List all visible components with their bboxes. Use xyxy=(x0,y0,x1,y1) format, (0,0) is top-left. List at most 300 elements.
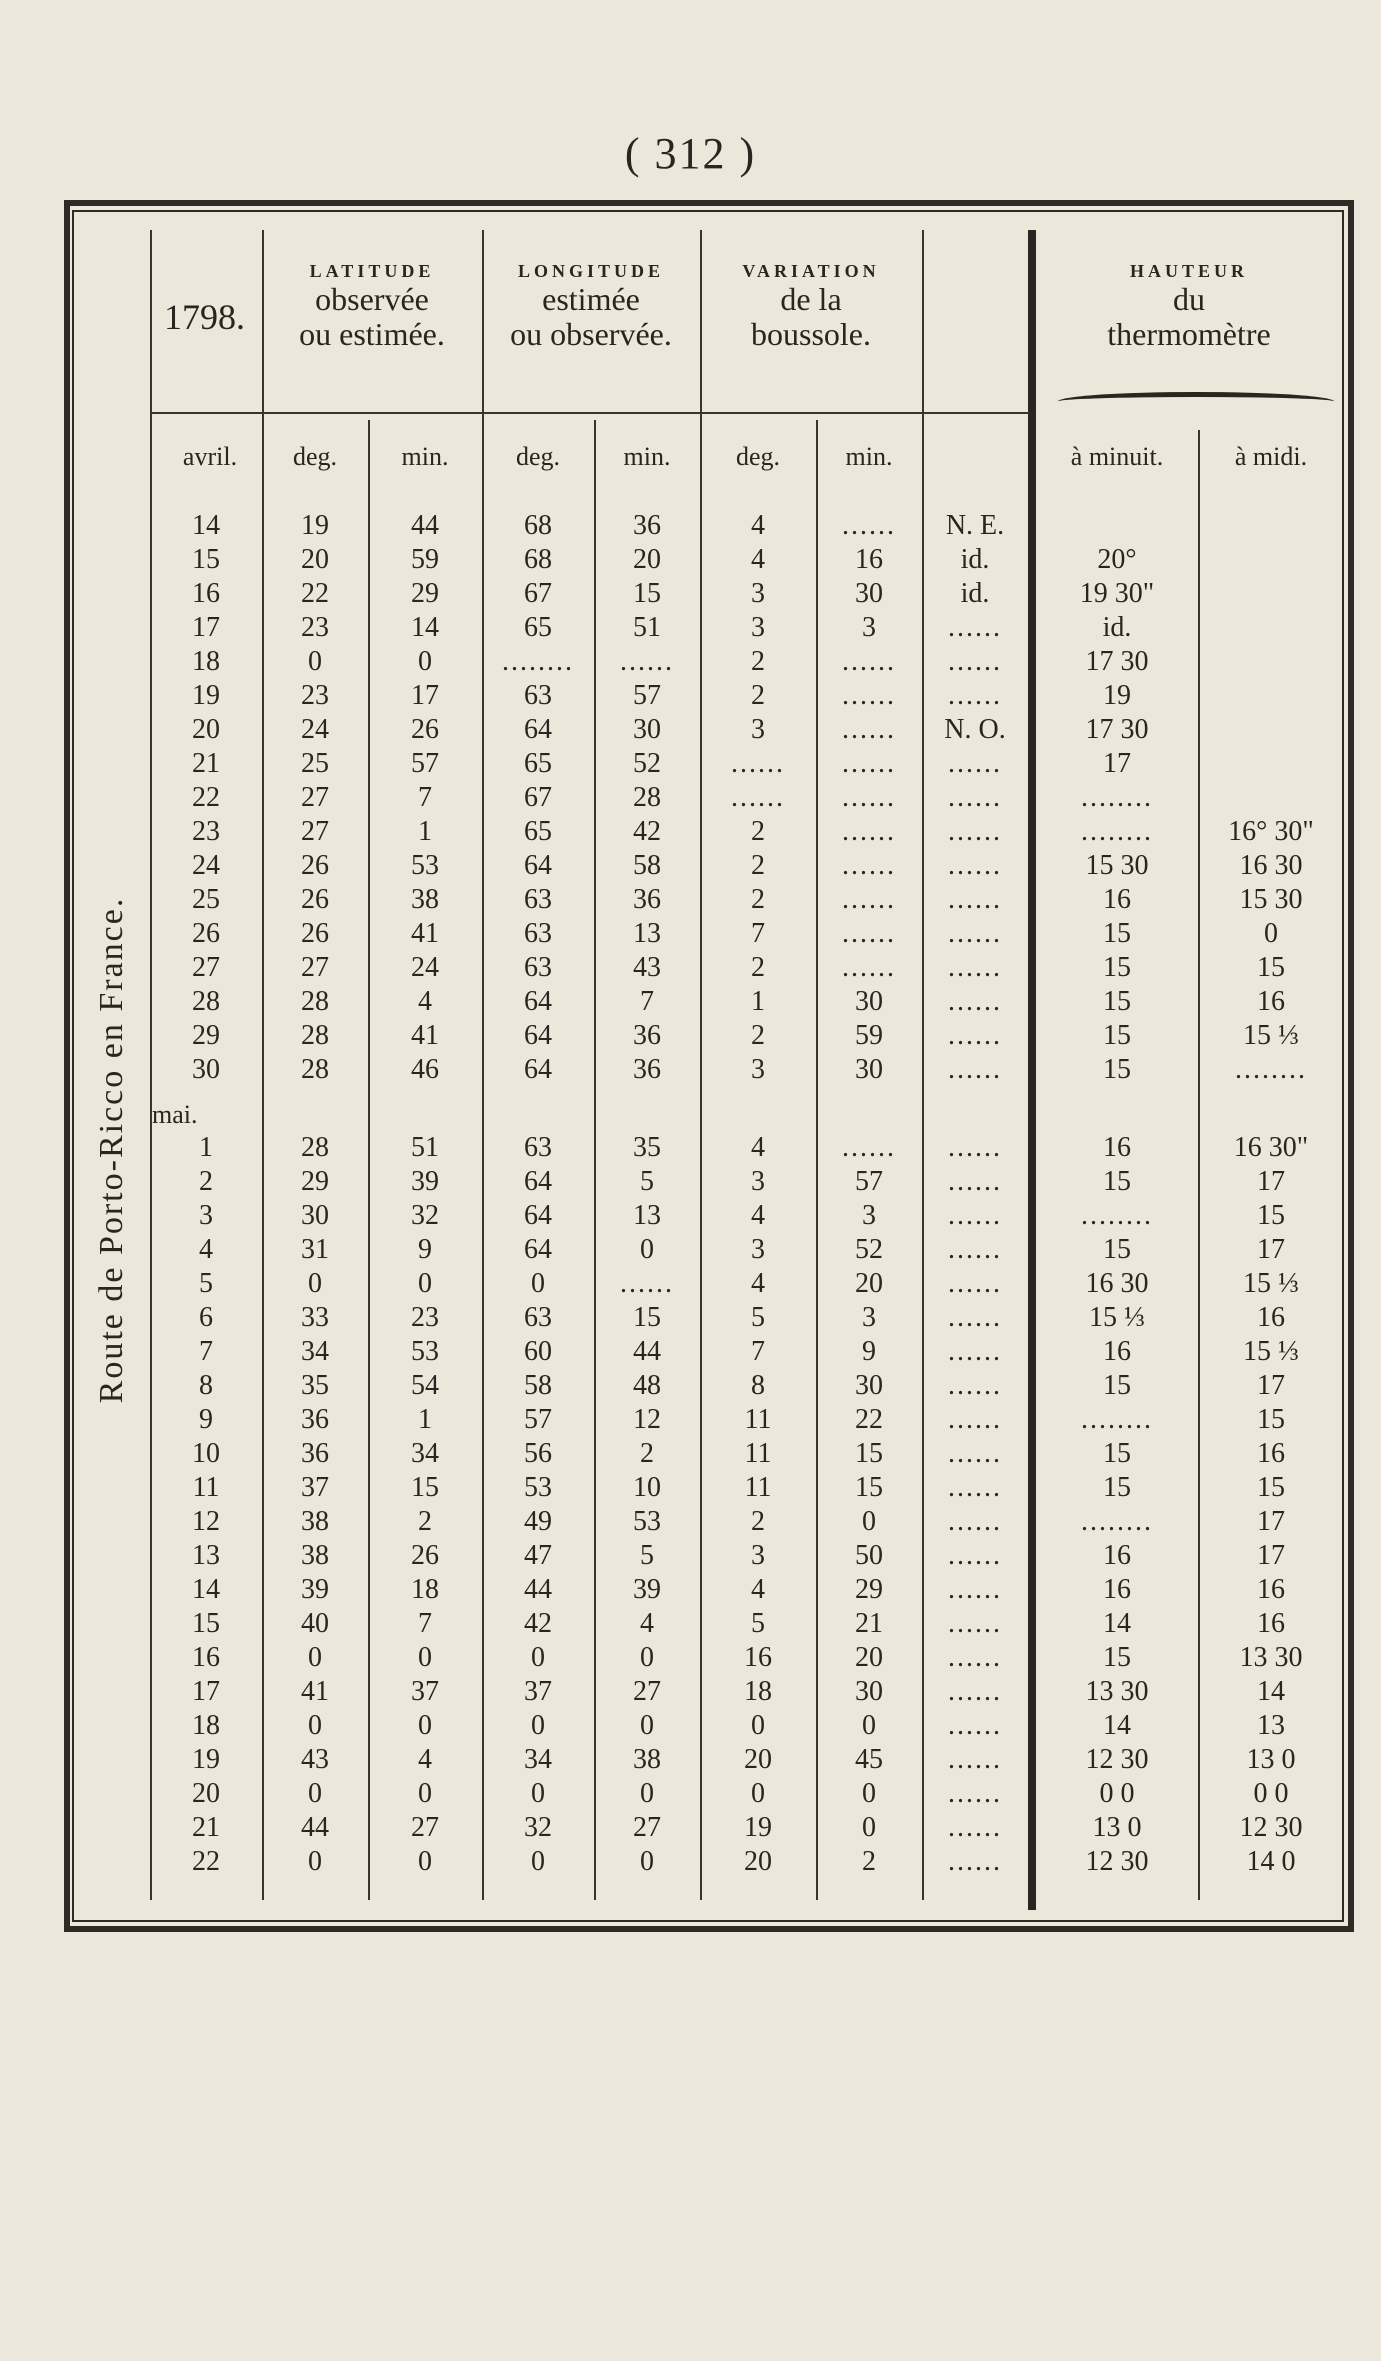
latitude-cap: LATITUDE xyxy=(309,261,435,281)
table-row xyxy=(0,1846,1381,1880)
cell-direction: ...... xyxy=(948,884,1002,915)
cell-day: 15 xyxy=(192,544,220,575)
cell-direction: ...... xyxy=(948,1642,1002,1673)
cell-lat-min: 0 xyxy=(418,646,432,677)
cell-var-deg: 2 xyxy=(751,850,765,881)
table-row xyxy=(0,510,1381,544)
cell-direction: ...... xyxy=(948,1744,1002,1775)
cell-lon-min: 36 xyxy=(633,1020,661,1051)
cell-var-min: 0 xyxy=(862,1506,876,1537)
table-row xyxy=(0,646,1381,680)
cell-lat-min: 41 xyxy=(411,918,439,949)
cell-lon-deg: 42 xyxy=(524,1608,552,1639)
cell-midi: 17 xyxy=(1257,1234,1285,1265)
cell-minuit: 20° xyxy=(1097,544,1137,575)
table-row xyxy=(0,1540,1381,1574)
cell-direction: ...... xyxy=(948,1574,1002,1605)
cell-direction: ...... xyxy=(948,1472,1002,1503)
cell-direction: ...... xyxy=(948,918,1002,949)
cell-direction: ...... xyxy=(948,1506,1002,1537)
cell-var-min: 30 xyxy=(855,1676,883,1707)
cell-lon-min: 53 xyxy=(633,1506,661,1537)
cell-midi: 15 xyxy=(1257,1472,1285,1503)
cell-lat-min: 0 xyxy=(418,1642,432,1673)
cell-minuit: 12 30 xyxy=(1085,1744,1149,1775)
side-title: Route de Porto-Ricco en France. xyxy=(93,896,130,1404)
cell-day: 13 xyxy=(192,1540,220,1571)
cell-var-deg: 3 xyxy=(751,578,765,609)
cell-lon-min: 7 xyxy=(640,986,654,1017)
latitude-line1: observée xyxy=(315,280,429,317)
cell-minuit: 0 0 xyxy=(1099,1778,1135,1809)
thermometer-brace xyxy=(1058,392,1334,411)
cell-midi: 15 ⅓ xyxy=(1243,1020,1299,1051)
table-row xyxy=(0,1054,1381,1088)
table-row xyxy=(0,1268,1381,1302)
cell-var-deg: 2 xyxy=(751,646,765,677)
cell-lat-deg: 0 xyxy=(308,1846,322,1877)
cell-lat-deg: 37 xyxy=(301,1472,329,1503)
cell-lat-deg: 38 xyxy=(301,1506,329,1537)
cell-var-min: 20 xyxy=(855,1642,883,1673)
cell-lon-deg: 63 xyxy=(524,680,552,711)
cell-lat-deg: 20 xyxy=(301,544,329,575)
cell-var-min: ...... xyxy=(842,646,896,677)
table-row xyxy=(0,1710,1381,1744)
cell-var-deg: 20 xyxy=(744,1744,772,1775)
month-label-mai: mai. xyxy=(152,1100,198,1129)
cell-lat-deg: 36 xyxy=(301,1404,329,1435)
cell-lon-min: 20 xyxy=(633,544,661,575)
cell-direction: ...... xyxy=(948,1234,1002,1265)
cell-lon-deg: 64 xyxy=(524,850,552,881)
cell-var-deg: 16 xyxy=(744,1642,772,1673)
cell-var-deg: 2 xyxy=(751,816,765,847)
cell-direction: ...... xyxy=(948,1812,1002,1843)
cell-var-deg: 4 xyxy=(751,544,765,575)
cell-var-min: 3 xyxy=(862,612,876,643)
cell-midi: 16 30 xyxy=(1239,850,1303,881)
table-row xyxy=(0,1200,1381,1234)
subheader-midi: à midi. xyxy=(1234,442,1308,471)
cell-minuit: 15 xyxy=(1103,1642,1131,1673)
cell-var-min: 3 xyxy=(862,1200,876,1231)
cell-day: 3 xyxy=(199,1200,213,1231)
cell-midi: 15 xyxy=(1257,952,1285,983)
cell-var-deg: 4 xyxy=(751,1132,765,1163)
cell-lat-deg: 0 xyxy=(308,1268,322,1299)
cell-lon-deg: 0 xyxy=(531,1710,545,1741)
cell-lon-min: 0 xyxy=(640,1778,654,1809)
cell-var-deg: 18 xyxy=(744,1676,772,1707)
cell-minuit: ........ xyxy=(1081,1200,1153,1231)
cell-midi: 17 xyxy=(1257,1506,1285,1537)
cell-minuit: ........ xyxy=(1081,1404,1153,1435)
cell-day: 12 xyxy=(192,1506,220,1537)
cell-minuit: 15 xyxy=(1103,1166,1131,1197)
cell-day: 21 xyxy=(192,1812,220,1843)
cell-day: 14 xyxy=(192,1574,220,1605)
cell-day: 28 xyxy=(192,986,220,1017)
subheader-lon-deg: deg. xyxy=(515,442,561,471)
cell-midi: 15 ⅓ xyxy=(1243,1336,1299,1367)
cell-var-min: 59 xyxy=(855,1020,883,1051)
cell-var-min: 9 xyxy=(862,1336,876,1367)
cell-day: 19 xyxy=(192,1744,220,1775)
cell-midi: 13 xyxy=(1257,1710,1285,1741)
cell-midi: 15 30 xyxy=(1239,884,1303,915)
cell-var-min: ...... xyxy=(842,510,896,541)
cell-day: 18 xyxy=(192,1710,220,1741)
longitude-header xyxy=(482,262,700,352)
cell-lon-min: 36 xyxy=(633,1054,661,1085)
cell-day: 29 xyxy=(192,1020,220,1051)
cell-minuit: 15 xyxy=(1103,1370,1131,1401)
table-row xyxy=(0,1812,1381,1846)
cell-lat-min: 9 xyxy=(418,1234,432,1265)
cell-day: 7 xyxy=(199,1336,213,1367)
cell-day: 14 xyxy=(192,510,220,541)
cell-var-deg: 11 xyxy=(744,1438,772,1469)
cell-direction: ...... xyxy=(948,1404,1002,1435)
cell-var-deg: 2 xyxy=(751,952,765,983)
cell-lon-deg: 0 xyxy=(531,1846,545,1877)
cell-lon-deg: 63 xyxy=(524,884,552,915)
cell-minuit: 15 ⅓ xyxy=(1089,1302,1145,1333)
cell-var-deg: 1 xyxy=(751,986,765,1017)
cell-var-min: 15 xyxy=(855,1472,883,1503)
cell-lon-min: 43 xyxy=(633,952,661,983)
cell-var-deg: 5 xyxy=(751,1608,765,1639)
cell-day: 8 xyxy=(199,1370,213,1401)
cell-lon-deg: 0 xyxy=(531,1642,545,1673)
table-row xyxy=(0,884,1381,918)
cell-lat-deg: 40 xyxy=(301,1608,329,1639)
cell-day: 20 xyxy=(192,1778,220,1809)
cell-midi: 15 xyxy=(1257,1200,1285,1231)
subheader-minuit: à minuit. xyxy=(1070,442,1164,471)
latitude-header xyxy=(262,262,482,352)
cell-day: 23 xyxy=(192,816,220,847)
cell-lat-min: 32 xyxy=(411,1200,439,1231)
cell-direction: ...... xyxy=(948,1710,1002,1741)
cell-lat-deg: 26 xyxy=(301,850,329,881)
cell-lon-deg: 64 xyxy=(524,1020,552,1051)
cell-lat-deg: 27 xyxy=(301,816,329,847)
cell-lat-min: 41 xyxy=(411,1020,439,1051)
cell-midi: 16 xyxy=(1257,986,1285,1017)
cell-lon-deg: 63 xyxy=(524,952,552,983)
cell-var-deg: ...... xyxy=(731,782,785,813)
hauteur-line2: thermomètre xyxy=(1107,315,1271,352)
table-row xyxy=(0,1132,1381,1166)
cell-lat-deg: 41 xyxy=(301,1676,329,1707)
cell-var-min: ...... xyxy=(842,816,896,847)
cell-lat-min: 0 xyxy=(418,1268,432,1299)
cell-minuit: 15 xyxy=(1103,1020,1131,1051)
cell-lat-deg: 38 xyxy=(301,1540,329,1571)
subheader-var-deg: deg. xyxy=(735,442,781,471)
cell-direction: ...... xyxy=(948,1676,1002,1707)
table-row xyxy=(0,986,1381,1020)
subheader-month: avril. xyxy=(182,442,238,471)
table-row xyxy=(0,1608,1381,1642)
cell-minuit: 17 xyxy=(1103,748,1131,779)
cell-lon-deg: 65 xyxy=(524,816,552,847)
cell-var-deg: 11 xyxy=(744,1472,772,1503)
cell-lat-deg: 26 xyxy=(301,884,329,915)
cell-midi: 16 30" xyxy=(1233,1132,1309,1163)
cell-var-min: ...... xyxy=(842,918,896,949)
cell-minuit: 12 30 xyxy=(1085,1846,1149,1877)
cell-lat-min: 53 xyxy=(411,1336,439,1367)
cell-lat-min: 7 xyxy=(418,782,432,813)
cell-lat-deg: 0 xyxy=(308,1710,322,1741)
cell-lon-deg: 64 xyxy=(524,1166,552,1197)
cell-midi: 16° 30" xyxy=(1228,816,1314,847)
cell-var-deg: 3 xyxy=(751,612,765,643)
cell-lon-deg: 65 xyxy=(524,612,552,643)
cell-lon-min: 57 xyxy=(633,680,661,711)
cell-direction: ...... xyxy=(948,952,1002,983)
cell-direction: ...... xyxy=(948,1020,1002,1051)
cell-lon-deg: 53 xyxy=(524,1472,552,1503)
cell-var-deg: 3 xyxy=(751,1054,765,1085)
table-row xyxy=(0,1642,1381,1676)
cell-midi: 13 30 xyxy=(1239,1642,1303,1673)
cell-lat-min: 54 xyxy=(411,1370,439,1401)
cell-midi: 13 0 xyxy=(1246,1744,1296,1775)
cell-lon-deg: 34 xyxy=(524,1744,552,1775)
cell-var-min: 22 xyxy=(855,1404,883,1435)
cell-direction: ...... xyxy=(948,612,1002,643)
cell-midi: 14 0 xyxy=(1246,1846,1296,1877)
cell-lat-deg: 0 xyxy=(308,1642,322,1673)
table-row xyxy=(0,680,1381,714)
cell-day: 21 xyxy=(192,748,220,779)
table-row xyxy=(0,578,1381,612)
table-row xyxy=(0,1472,1381,1506)
cell-minuit: 15 xyxy=(1103,986,1131,1017)
variation-line2: boussole. xyxy=(751,315,871,352)
cell-lon-min: 27 xyxy=(633,1812,661,1843)
cell-direction: ...... xyxy=(948,986,1002,1017)
table-row xyxy=(0,1778,1381,1812)
cell-minuit: 15 xyxy=(1103,1234,1131,1265)
cell-lat-min: 1 xyxy=(418,816,432,847)
longitude-line1: estimée xyxy=(542,280,640,317)
cell-day: 9 xyxy=(199,1404,213,1435)
cell-day: 24 xyxy=(192,850,220,881)
year-header: 1798. xyxy=(164,297,245,337)
cell-day: 22 xyxy=(192,1846,220,1877)
cell-lon-min: 10 xyxy=(633,1472,661,1503)
cell-var-deg: 3 xyxy=(751,1234,765,1265)
cell-lon-min: 35 xyxy=(633,1132,661,1163)
cell-lat-min: 29 xyxy=(411,578,439,609)
cell-lon-min: 28 xyxy=(633,782,661,813)
cell-lat-min: 23 xyxy=(411,1302,439,1333)
cell-lat-min: 2 xyxy=(418,1506,432,1537)
cell-lat-deg: 24 xyxy=(301,714,329,745)
cell-lat-deg: 28 xyxy=(301,1132,329,1163)
cell-direction: ...... xyxy=(948,1268,1002,1299)
table-row xyxy=(0,1744,1381,1778)
cell-day: 5 xyxy=(199,1268,213,1299)
cell-minuit: 16 xyxy=(1103,1132,1131,1163)
cell-lon-deg: 49 xyxy=(524,1506,552,1537)
cell-var-min: 30 xyxy=(855,578,883,609)
cell-midi: 0 xyxy=(1264,918,1278,949)
cell-lat-min: 0 xyxy=(418,1778,432,1809)
cell-var-deg: 7 xyxy=(751,1336,765,1367)
cell-direction: ...... xyxy=(948,782,1002,813)
cell-day: 15 xyxy=(192,1608,220,1639)
cell-lon-min: 30 xyxy=(633,714,661,745)
cell-day: 6 xyxy=(199,1302,213,1333)
cell-midi: 15 ⅓ xyxy=(1243,1268,1299,1299)
cell-var-deg: 11 xyxy=(744,1404,772,1435)
hauteur-cap: HAUTEUR xyxy=(1129,261,1248,281)
cell-var-deg: 7 xyxy=(751,918,765,949)
variation-header xyxy=(700,262,922,352)
cell-lon-min: 5 xyxy=(640,1166,654,1197)
cell-midi: 14 xyxy=(1257,1676,1285,1707)
cell-midi: 17 xyxy=(1257,1540,1285,1571)
cell-lon-deg: 68 xyxy=(524,510,552,541)
cell-day: 16 xyxy=(192,1642,220,1673)
cell-var-deg: 4 xyxy=(751,1200,765,1231)
cell-lat-min: 44 xyxy=(411,510,439,541)
cell-lat-min: 26 xyxy=(411,1540,439,1571)
cell-day: 17 xyxy=(192,1676,220,1707)
cell-lon-deg: 67 xyxy=(524,578,552,609)
cell-lat-min: 24 xyxy=(411,952,439,983)
cell-var-deg: 0 xyxy=(751,1778,765,1809)
cell-lon-deg: 64 xyxy=(524,986,552,1017)
cell-lon-deg: 64 xyxy=(524,714,552,745)
cell-minuit: ........ xyxy=(1081,816,1153,847)
cell-day: 25 xyxy=(192,884,220,915)
table-row xyxy=(0,1404,1381,1438)
cell-lon-deg: 56 xyxy=(524,1438,552,1469)
cell-lon-min: 38 xyxy=(633,1744,661,1775)
cell-minuit: ........ xyxy=(1081,1506,1153,1537)
cell-minuit: id. xyxy=(1102,612,1132,643)
cell-var-min: 30 xyxy=(855,1054,883,1085)
cell-direction: N. E. xyxy=(945,510,1005,541)
cell-var-deg: 19 xyxy=(744,1812,772,1843)
cell-day: 17 xyxy=(192,612,220,643)
cell-lon-min: 15 xyxy=(633,578,661,609)
cell-var-min: 20 xyxy=(855,1268,883,1299)
cell-lon-deg: 57 xyxy=(524,1404,552,1435)
cell-lat-min: 0 xyxy=(418,1846,432,1877)
cell-lon-min: 0 xyxy=(640,1846,654,1877)
cell-lat-min: 14 xyxy=(411,612,439,643)
cell-day: 11 xyxy=(192,1472,220,1503)
cell-lat-min: 46 xyxy=(411,1054,439,1085)
table-row xyxy=(0,544,1381,578)
cell-minuit: 15 xyxy=(1103,952,1131,983)
cell-var-min: 57 xyxy=(855,1166,883,1197)
cell-lat-deg: 34 xyxy=(301,1336,329,1367)
cell-lon-deg: 63 xyxy=(524,918,552,949)
table-row xyxy=(0,714,1381,748)
cell-lon-min: 52 xyxy=(633,748,661,779)
cell-lon-min: 39 xyxy=(633,1574,661,1605)
cell-lat-deg: 31 xyxy=(301,1234,329,1265)
table-row xyxy=(0,1336,1381,1370)
cell-lon-min: 13 xyxy=(633,918,661,949)
cell-lon-deg: 65 xyxy=(524,748,552,779)
cell-minuit: 15 xyxy=(1103,1054,1131,1085)
cell-var-min: ...... xyxy=(842,680,896,711)
cell-lat-min: 27 xyxy=(411,1812,439,1843)
table-row xyxy=(0,918,1381,952)
cell-lon-min: 58 xyxy=(633,850,661,881)
table-row xyxy=(0,1370,1381,1404)
cell-lon-min: 0 xyxy=(640,1234,654,1265)
table-row xyxy=(0,782,1381,816)
cell-var-min: 0 xyxy=(862,1778,876,1809)
cell-var-deg: 2 xyxy=(751,1020,765,1051)
cell-var-deg: 0 xyxy=(751,1710,765,1741)
cell-lat-min: 51 xyxy=(411,1132,439,1163)
cell-lat-deg: 0 xyxy=(308,1778,322,1809)
cell-minuit: 16 xyxy=(1103,1336,1131,1367)
cell-lon-deg: 37 xyxy=(524,1676,552,1707)
cell-var-min: 52 xyxy=(855,1234,883,1265)
cell-var-min: 21 xyxy=(855,1608,883,1639)
cell-direction: ...... xyxy=(948,1200,1002,1231)
cell-midi: 16 xyxy=(1257,1438,1285,1469)
cell-var-deg: 3 xyxy=(751,714,765,745)
cell-minuit: 15 30 xyxy=(1085,850,1149,881)
cell-minuit: 19 xyxy=(1103,680,1131,711)
cell-lon-deg: 63 xyxy=(524,1302,552,1333)
cell-lon-deg: 32 xyxy=(524,1812,552,1843)
cell-direction: N. O. xyxy=(944,714,1006,745)
cell-lat-deg: 26 xyxy=(301,918,329,949)
cell-var-deg: ...... xyxy=(731,748,785,779)
cell-lat-min: 4 xyxy=(418,1744,432,1775)
cell-lon-deg: 0 xyxy=(531,1268,545,1299)
cell-day: 30 xyxy=(192,1054,220,1085)
cell-lat-min: 37 xyxy=(411,1676,439,1707)
cell-lon-deg: 44 xyxy=(524,1574,552,1605)
cell-lat-min: 17 xyxy=(411,680,439,711)
cell-direction: ...... xyxy=(948,1336,1002,1367)
cell-var-min: 3 xyxy=(862,1302,876,1333)
cell-day: 19 xyxy=(192,680,220,711)
cell-var-min: 0 xyxy=(862,1812,876,1843)
table-row xyxy=(0,1302,1381,1336)
cell-minuit: ........ xyxy=(1081,782,1153,813)
cell-direction: ...... xyxy=(948,1540,1002,1571)
hauteur-line1: du xyxy=(1173,280,1205,317)
cell-direction: id. xyxy=(960,544,990,575)
cell-var-min: 15 xyxy=(855,1438,883,1469)
table-row xyxy=(0,816,1381,850)
latitude-line2: ou estimée. xyxy=(299,315,445,352)
table-row xyxy=(0,1574,1381,1608)
cell-direction: ...... xyxy=(948,1302,1002,1333)
cell-lon-min: 42 xyxy=(633,816,661,847)
cell-lat-min: 1 xyxy=(418,1404,432,1435)
table-row xyxy=(0,1020,1381,1054)
cell-day: 1 xyxy=(199,1132,213,1163)
